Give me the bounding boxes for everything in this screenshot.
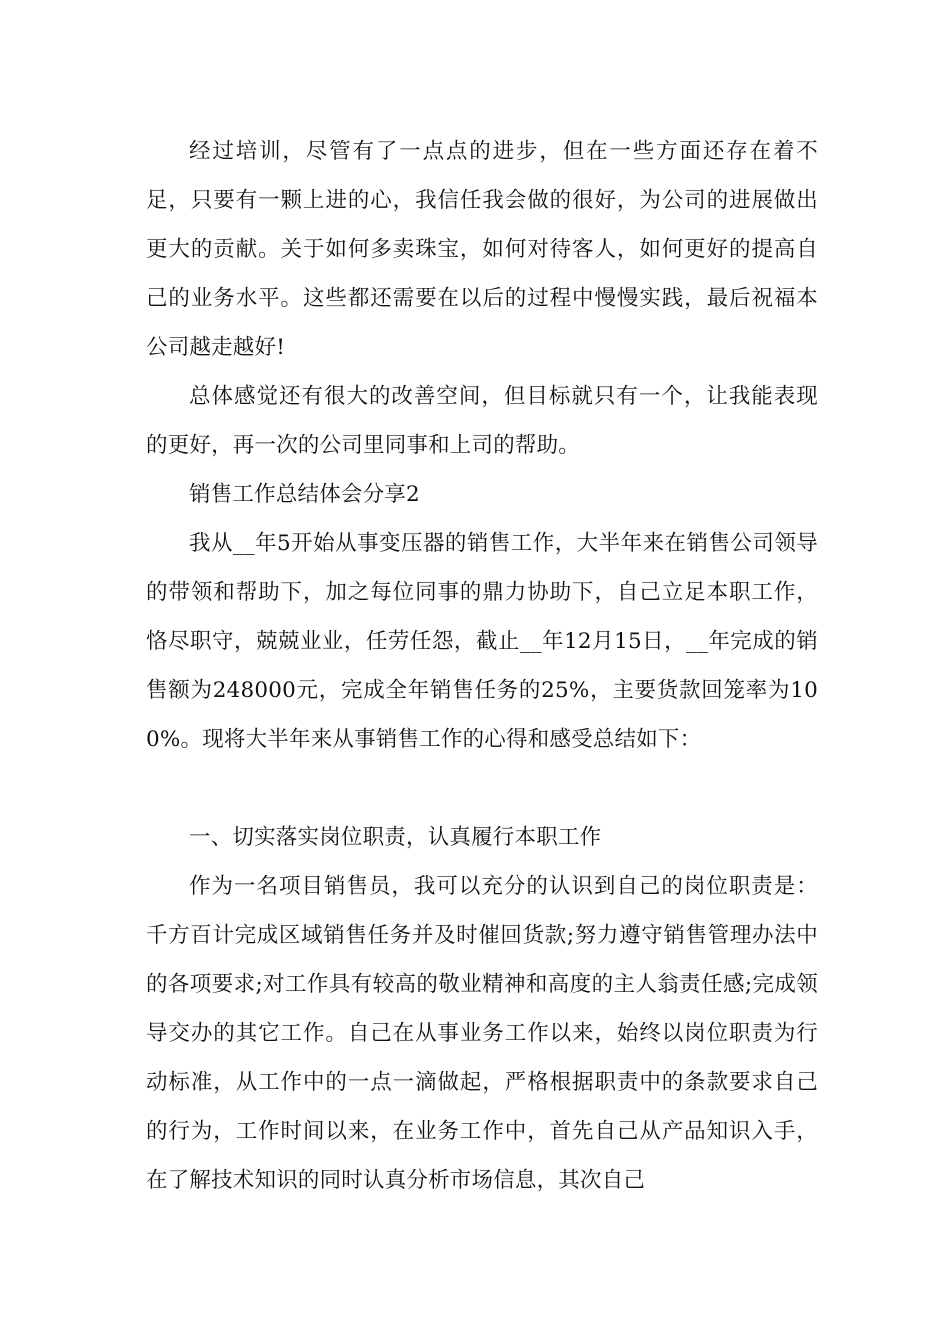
paragraph-overall-feeling: 总体感觉还有很大的改善空间，但目标就只有一个，让我能表现的更好，再一次的公司里同事和上司的帮助。	[146, 384, 818, 458]
paragraph-training: 经过培训，尽管有了一点点的进步，但在一些方面还存在着不足，只要有一颗上进的心，我信任我会做的很好，为公司的进展做出更大的贡献。关于如何多卖珠宝，如何对待客人，如何更好的提高自己的业务水平。这些都还需要在以后的过程中慢慢实践，最后祝福本公司越走越好!	[146, 139, 818, 360]
paragraph-job-duties: 作为一名项目销售员，我可以充分的认识到自己的岗位职责是：千方百计完成区域销售任务并及时催回货款;努力遵守销售管理办法中的各项要求;对工作具有较高的敬业精神和高度的主人翁责任感;完成领导交办的其它工作。自己在从事业务工作以来，始终以岗位职责为行动标准，从工作中的一点一滴做起，严格根据职责中的条款要求自己的行为，工作时间以来，在业务工作中，首先自己从产品知识入手，在了解技术知识的同时认真分析市场信息，其次自己	[146, 874, 818, 1193]
paragraph-sales-summary: 我从__年5开始从事变压器的销售工作，大半年来在销售公司领导的带领和帮助下，加之每位同事的鼎力协助下，自己立足本职工作，恪尽职守，兢兢业业，任劳任怨，截止__年12月15日，__年完成的销售额为248000元，完成全年销售任务的25%，主要货款回笼率为100%。现将大半年来从事销售工作的心得和感受总结如下：	[146, 531, 818, 752]
document-page	[146, 127, 818, 1205]
blank-line	[146, 764, 818, 813]
subsection-heading: 一、切实落实岗位职责，认真履行本职工作	[189, 825, 602, 850]
section-title: 销售工作总结体会分享2	[189, 482, 420, 507]
